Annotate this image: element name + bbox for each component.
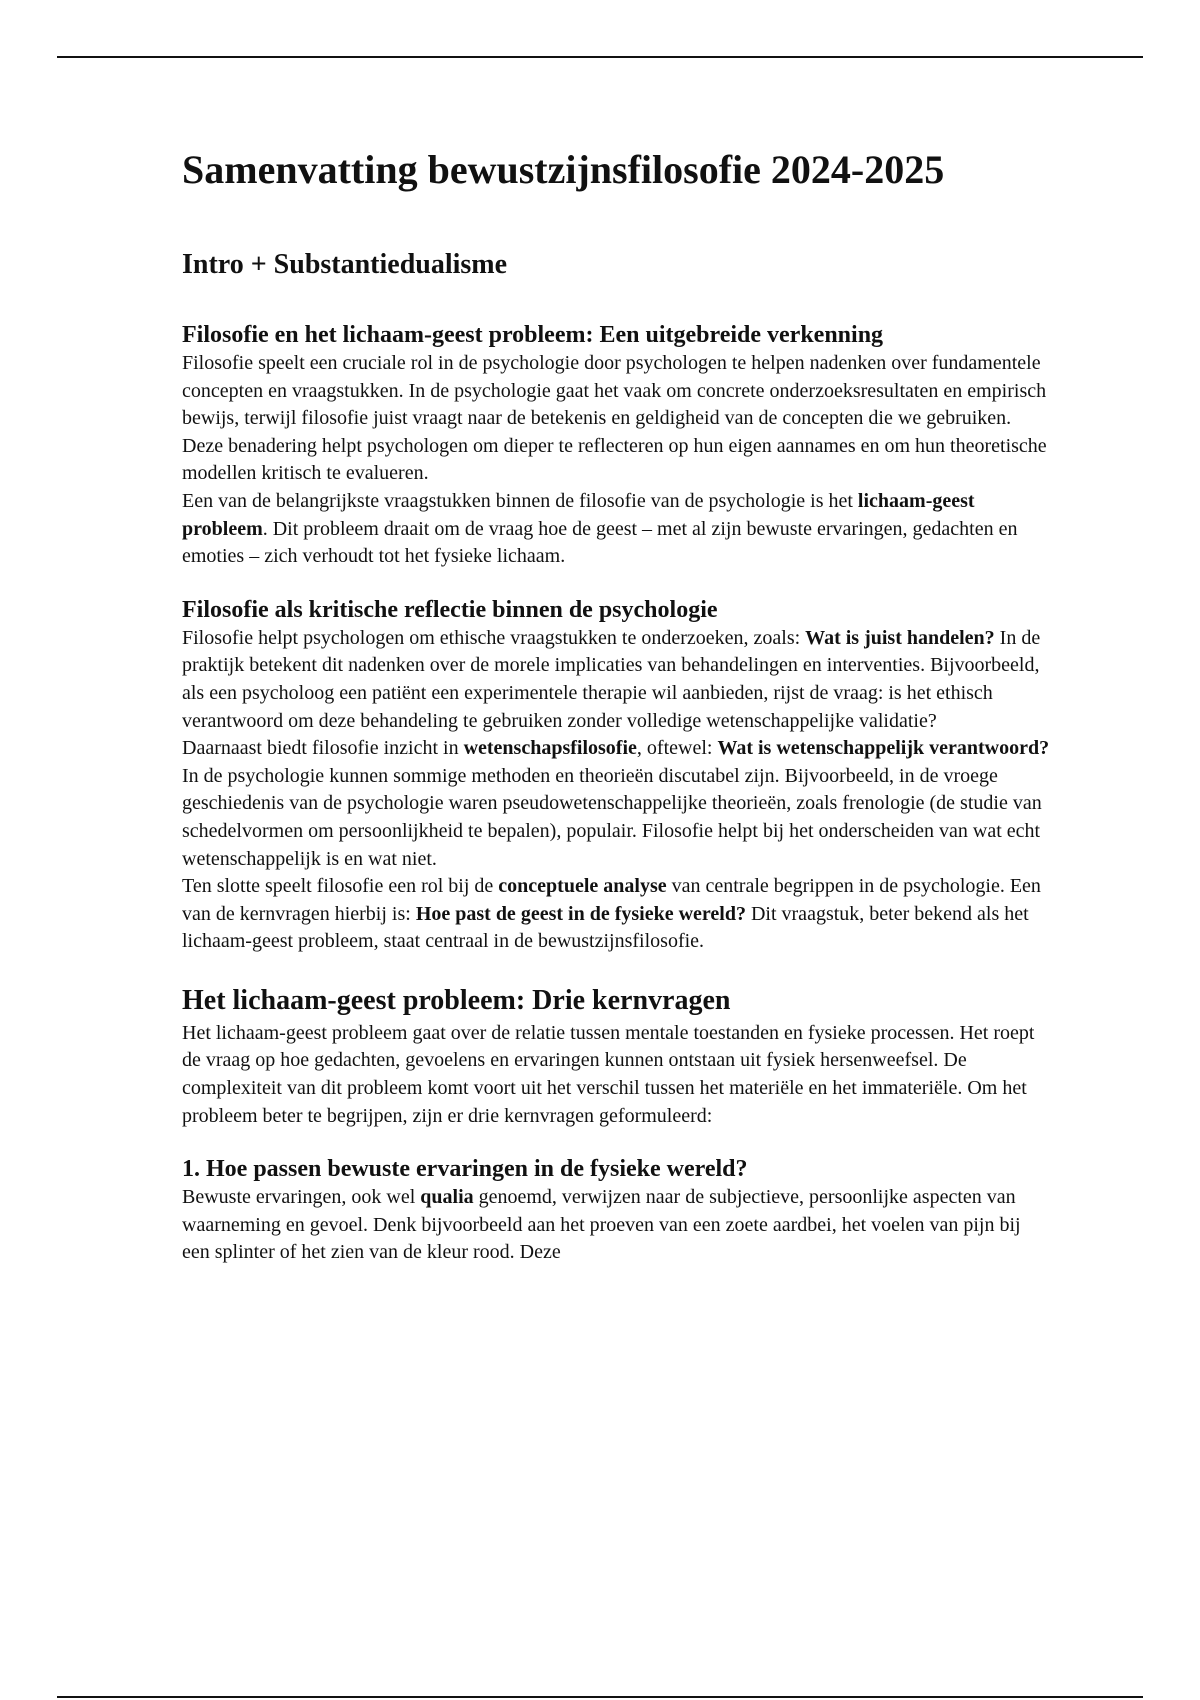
subheading-verkenning: Filosofie en het lichaam-geest probleem: Een uitgebreide verkenning — [182, 322, 884, 348]
section-title: Intro + Substantiedualisme — [182, 249, 508, 280]
top-rule — [57, 56, 1143, 58]
paragraph-wetenschapsfilosofie: Daarnaast biedt filosofie inzicht in wetenschapsfilosofie, oftewel: Wat is wetenschappelijk verantwoord? In de psychologie kunnen sommige methoden en theorieën discutabel zijn. Bijvoorbeeld, in de vroege geschiedenis van de psychologie waren pseudowetenschappelijke theorieën, zoals frenologie (de studie van schedelvormen om persoonlijkheid te bepalen), populair. Filosofie helpt bij het onderscheiden van wat echt wetenschappelijk is en wat niet. — [182, 737, 1050, 870]
bottom-rule — [57, 1696, 1143, 1698]
paragraph-lichaam-geest: Een van de belangrijkste vraagstukken binnen de filosofie van de psychologie is het lichaam-geest probleem. Dit probleem draait om de vraag hoe de geest – met al zijn bewuste ervaringen, gedachten en emoties – zich verhoudt tot het fysieke lichaam. — [182, 489, 1018, 568]
document-title: Samenvatting bewustzijnsfilosofie 2024-2025 — [182, 147, 945, 192]
subheading-kritische-reflectie: Filosofie als kritische reflectie binnen de psychologie — [182, 596, 718, 623]
paragraph-qualia: Bewuste ervaringen, ook wel qualia genoemd, verwijzen naar de subjectieve, persoonlijke aspecten van waarneming en gevoel. Denk bijvoorbeeld aan het proeven van een zoete aardbei, het voelen van pijn bij een splinter of het zien van de kleur rood. Deze — [182, 1186, 1021, 1264]
document-page — [182, 146, 1052, 1267]
paragraph-intro: Filosofie speelt een cruciale rol in de psychologie door psychologen te helpen nadenken over fundamentele concepten en vraagstukken. In de psychologie gaat het vaak om concrete onderzoeksresultaten en empirisch bewijs, terwijl filosofie juist vraagt naar de betekenis en geldigheid van de concepten die we gebruiken. Deze benadering helpt psychologen om dieper te reflecteren op hun eigen aannames en om hun theoretische modellen kritisch te evalueren. — [182, 352, 1047, 485]
heading-drie-kernvragen: Het lichaam-geest probleem: Drie kernvragen — [182, 984, 731, 1016]
subheading-bewuste-ervaringen: 1. Hoe passen bewuste ervaringen in de fysieke wereld? — [182, 1156, 748, 1183]
paragraph-ethiek: Filosofie helpt psychologen om ethische vraagstukken te onderzoeken, zoals: Wat is juist handelen? In de praktijk betekent dit nadenken over de morele implicaties van behandelingen en interventies. Bijvoorbeeld, als een psycholoog een patiënt een experimentele therapie wil aanbieden, rijst de vraag: is het ethisch verantwoord om deze behandeling te gebruiken zonder volledige wetenschappelijke validatie? — [182, 626, 1041, 732]
paragraph-kernvragen: Het lichaam-geest probleem gaat over de relatie tussen mentale toestanden en fysieke processen. Het roept de vraag op hoe gedachten, gevoelens en ervaringen kunnen ontstaan uit fysiek hersenweefsel. De complexiteit van dit probleem komt voort uit het verschil tussen het materiële en het immateriële. Om het probleem beter te begrijpen, zijn er drie kernvragen geformuleerd: — [182, 1021, 1035, 1127]
paragraph-conceptuele-analyse: Ten slotte speelt filosofie een rol bij de conceptuele analyse van centrale begrippen in de psychologie. Een van de kernvragen hierbij is: Hoe past de geest in de fysieke wereld? Dit vraagstuk, beter bekend als het lichaam-geest probleem, staat centraal in de bewustzijnsfilosofie. — [182, 875, 1041, 953]
